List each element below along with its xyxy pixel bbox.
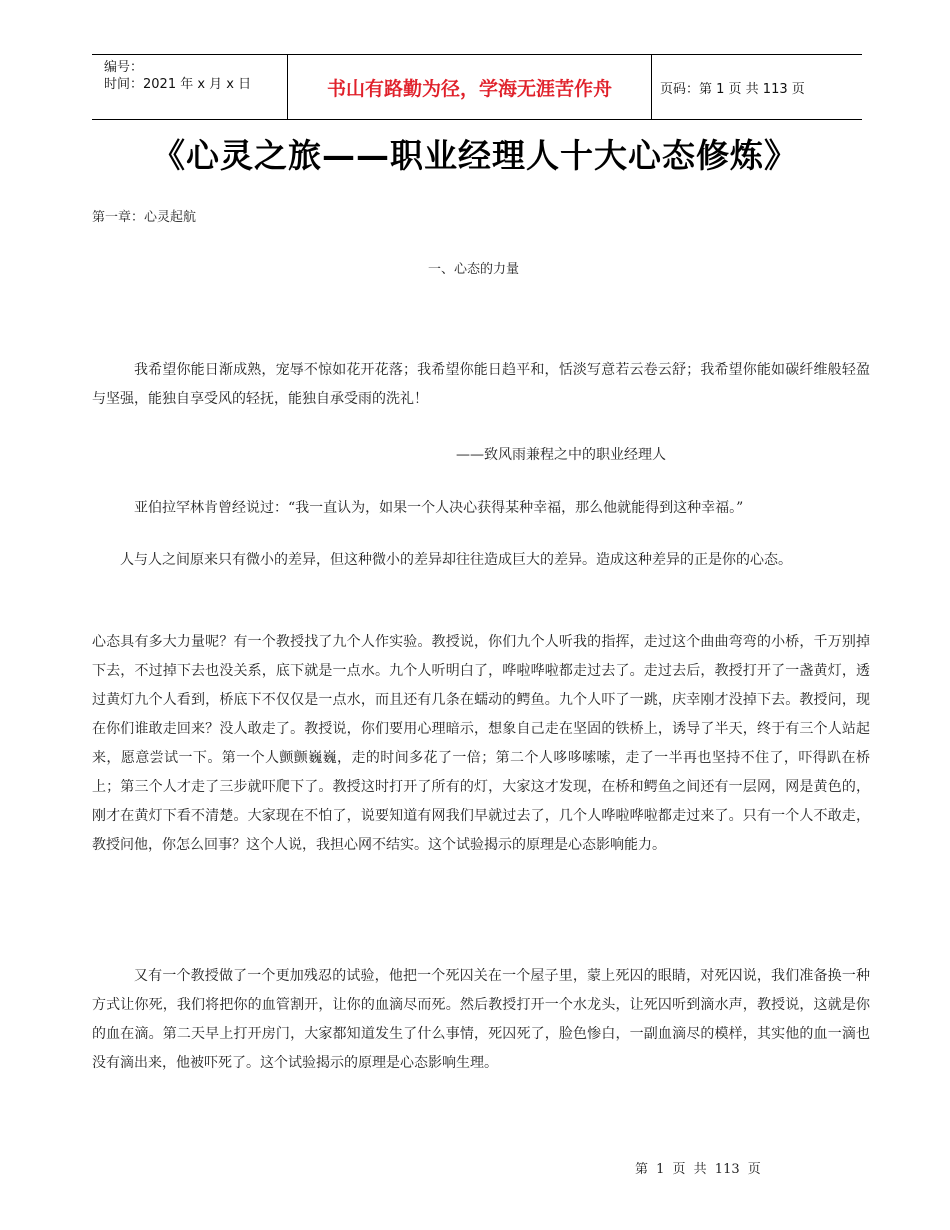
paragraph-bridge-experiment: 心态具有多大力量呢？有一个教授找了九个人作实验。教授说，你们九个人听我的指挥，走过这个曲曲弯弯的小桥，千万别掉下去，不过掉下去也没关系，底下就是一点水。九个人听明白了，哗啦哗啦都走过去了。走过去后，教授打开了一盏黄灯，透过黄灯九个人看到，桥底下不仅仅是一点水，而且还有几条在蠕动的鳄鱼。九个人吓了一跳，庆幸刚才没掉下去。教授问，现在你们谁敢走回来？没人敢走了。教授说，你们要用心理暗示，想象自己走在坚固的铁桥上，诱导了半天，终于有三个人站起来，愿意尝试一下。第一个人颤颤巍巍，走的时间多花了一倍；第二个人哆哆嗦嗦，走了一半再也坚持不住了，吓得趴在桥上；第三个人才走了三步就吓爬下了。教授这时打开了所有的灯，大家这才发现，在桥和鳄鱼之间还有一层网，网是黄色的，刚才在黄灯下看不清楚。大家现在不怕了，说要知道有网我们早就过去了，几个人哗啦哗啦都走过来了。只有一个人不敢走，教授问他，你怎么回事？这个人说，我担心网不结实。这个试验揭示的原理是心态影响能力。 bbox=[92, 634, 870, 853]
paragraph-wish: 我希望你能日渐成熟，宠辱不惊如花开花落；我希望你能日趋平和，恬淡写意若云卷云舒；我希望你能如碳纤维般轻盈与坚强，能独自享受风的轻抚，能独自承受雨的洗礼！ bbox=[92, 362, 870, 407]
document-number: 编号： bbox=[104, 60, 144, 75]
page-header bbox=[92, 54, 862, 120]
document-date: 时间：2021 年 x 月 x 日 bbox=[104, 77, 252, 92]
paragraph-difference: 人与人之间原来只有微小的差异，但这种微小的差异却往往造成巨大的差异。造成这种差异的正是你的心态。 bbox=[120, 552, 792, 568]
header-meta bbox=[92, 55, 288, 119]
header-page-info: 页码：第 1 页 共 113 页 bbox=[660, 81, 805, 97]
paragraph-prisoner-experiment: 又有一个教授做了一个更加残忍的试验，他把一个死囚关在一个屋子里，蒙上死囚的眼睛，对死囚说，我们准备换一种方式让你死，我们将把你的血管割开，让你的血滴尽而死。然后教授打开一个水龙头，让死囚听到滴水声，教授说，这就是你的血在滴。第二天早上打开房门，大家都知道发生了什么事情，死囚死了，脸色惨白，一副血滴尽的模样，其实他的血一滴也没有滴出来，他被吓死了。这个试验揭示的原理是心态影响生理。 bbox=[92, 968, 870, 1071]
page-footer: 第 1 页 共 113 页 bbox=[635, 1162, 761, 1177]
chapter-heading: 第一章：心灵起航 bbox=[92, 210, 197, 225]
dedication-line: ——致风雨兼程之中的职业经理人 bbox=[456, 447, 666, 463]
header-motto: 书山有路勤为径，学海无涯苦作舟 bbox=[288, 55, 652, 119]
document-title: 《心灵之旅——职业经理人十大心态修炼》 bbox=[152, 136, 798, 175]
section-heading: 一、心态的力量 bbox=[428, 262, 520, 277]
paragraph-lincoln-quote: 亚伯拉罕林肯曾经说过：“我一直认为，如果一个人决心获得某种幸福，那么他就能得到这种幸福。” bbox=[134, 500, 744, 516]
